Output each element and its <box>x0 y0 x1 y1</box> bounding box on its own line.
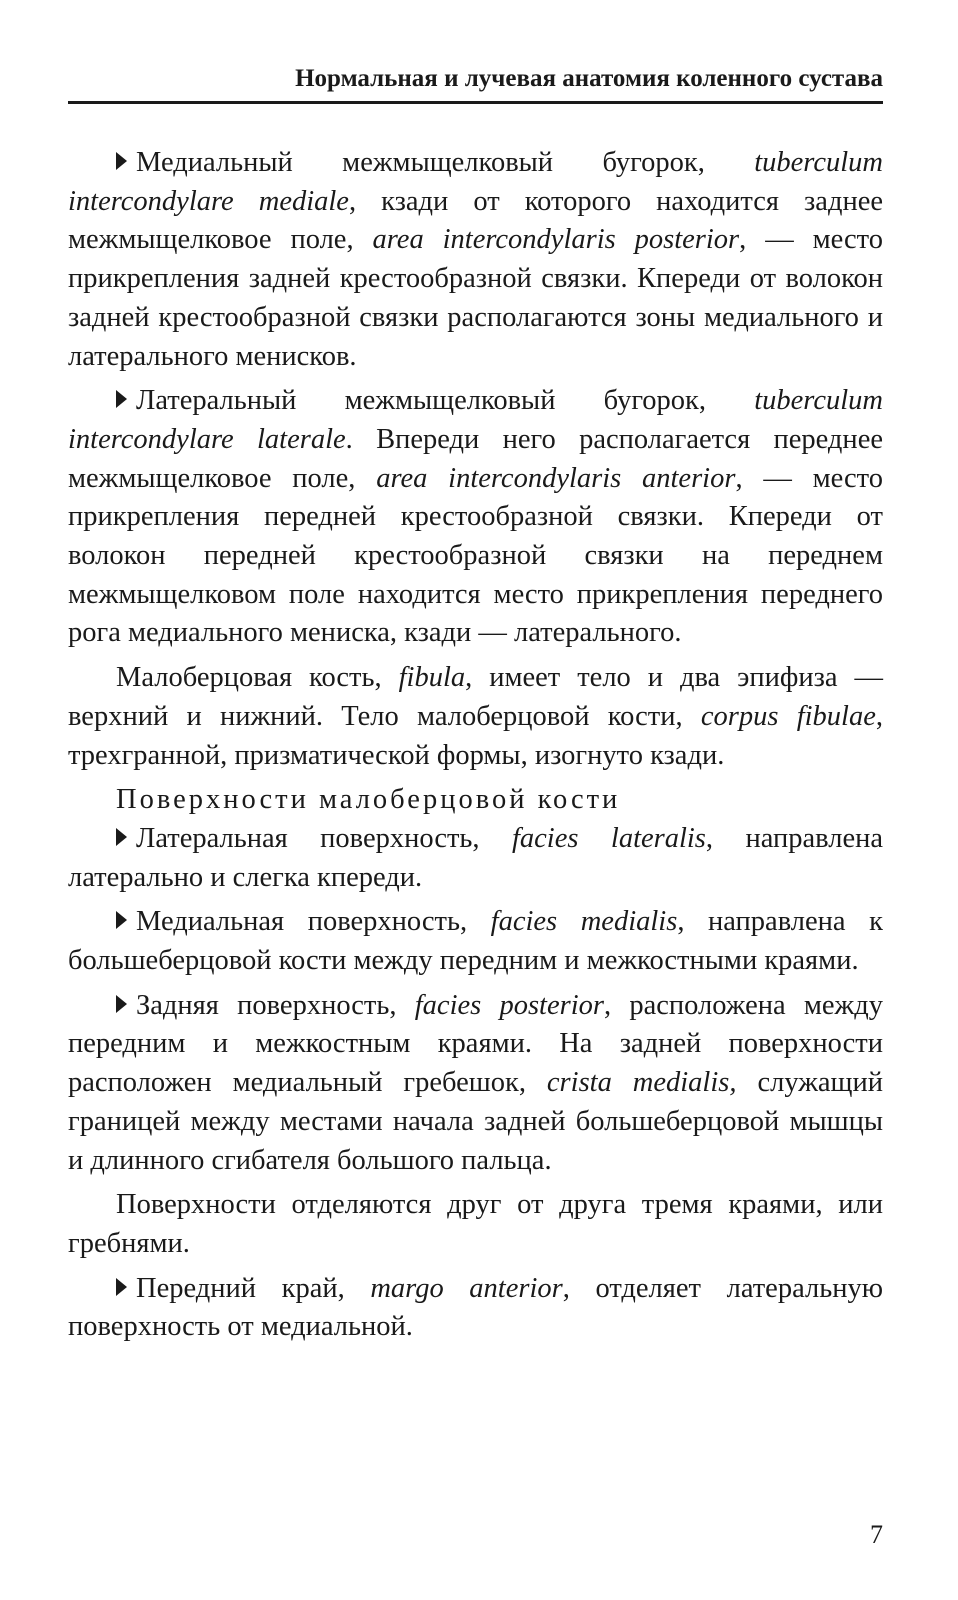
page-number: 7 <box>870 1520 883 1549</box>
section-heading <box>68 781 883 820</box>
latin-term: tuberculum intercondylare laterale <box>68 385 883 455</box>
text-run: Передний край, <box>136 1272 371 1304</box>
latin-term: fibula <box>398 662 466 694</box>
latin-term: margo anterior <box>370 1272 563 1304</box>
paragraph <box>68 1186 883 1263</box>
text-run: Поверхности отделяются друг от друга тремя краями, или гребнями. <box>68 1189 883 1259</box>
paragraph <box>68 903 883 980</box>
triangle-bullet-icon <box>116 911 127 929</box>
text-run: , отделяет латеральную поверхность от медиальной. <box>68 1272 883 1343</box>
triangle-bullet-icon <box>116 828 127 846</box>
paragraph <box>68 659 883 775</box>
text-run: , направлена к большеберцовой кости между передним и межкостными краями. <box>68 906 883 977</box>
text-run: Медиальная поверхность, <box>136 906 491 938</box>
triangle-bullet-icon <box>116 995 127 1013</box>
text-run: Поверхности малоберцовой кости <box>116 784 621 816</box>
latin-term: facies posterior <box>414 989 604 1021</box>
latin-term: facies medialis <box>490 906 678 938</box>
text-run: , — место прикрепления передней крестообразной связки. Кпереди от волокон передней крестообразной связки на переднем межмыщелковом поле находится место прикрепления переднего рога медиального мениска, кзади — латерального. <box>68 462 883 649</box>
latin-term: crista medialis, <box>546 1067 737 1099</box>
text-run: , имеет тело и два эпифиза — верхний и нижний. Тело малоберцовой кости, <box>68 662 884 732</box>
text-run: Латеральная поверхность, <box>136 822 512 854</box>
text-run: Малоберцовая кость, <box>116 662 399 694</box>
running-title: Нормальная и лучевая анатомия коленного сустава <box>295 65 883 92</box>
triangle-bullet-icon <box>116 1278 127 1296</box>
text-run: , — место прикрепления задней крестообразной связки. Кпереди от волокон задней крестообразной связки располагаются зоны медиального и латерального менисков. <box>68 224 884 372</box>
paragraph <box>68 144 883 376</box>
paragraph <box>68 1270 883 1347</box>
text-run: , трехгранной, призматической формы, изогнуто кзади. <box>68 700 883 771</box>
latin-term: area intercondylaris anterior <box>376 462 736 494</box>
latin-term: tuberculum intercondylare mediale <box>68 147 883 217</box>
text-run: , кзади от которого находится заднее межмыщелковое поле, <box>68 185 884 256</box>
header-rule <box>68 101 883 104</box>
text-run: , направлена латерально и слегка кпереди. <box>68 822 883 893</box>
text-run: Медиальный межмыщелковый бугорок, <box>136 147 755 178</box>
paragraph <box>68 820 883 897</box>
text-run: служащий границей между местами начала задней большеберцовой мышцы и длинного сгибателя большого пальца. <box>68 1067 883 1176</box>
text-run: Латеральный межмыщелковый бугорок, <box>136 385 755 417</box>
text-run: , расположена между передним и межкостным краями. На задней поверхности расположен медиальный гребешок, <box>68 989 883 1099</box>
latin-term: facies lateralis <box>511 822 706 854</box>
paragraph <box>68 382 883 653</box>
latin-term: corpus fibulae <box>700 700 876 732</box>
text-run: Задняя поверхность, <box>136 989 415 1021</box>
body-text <box>68 144 883 1353</box>
latin-term: area intercondylaris posterior <box>372 224 740 256</box>
text-run: . Впереди него располагается переднее межмыщелковое поле, <box>68 423 883 494</box>
triangle-bullet-icon <box>116 152 127 170</box>
paragraph <box>68 987 883 1181</box>
triangle-bullet-icon <box>116 390 127 408</box>
